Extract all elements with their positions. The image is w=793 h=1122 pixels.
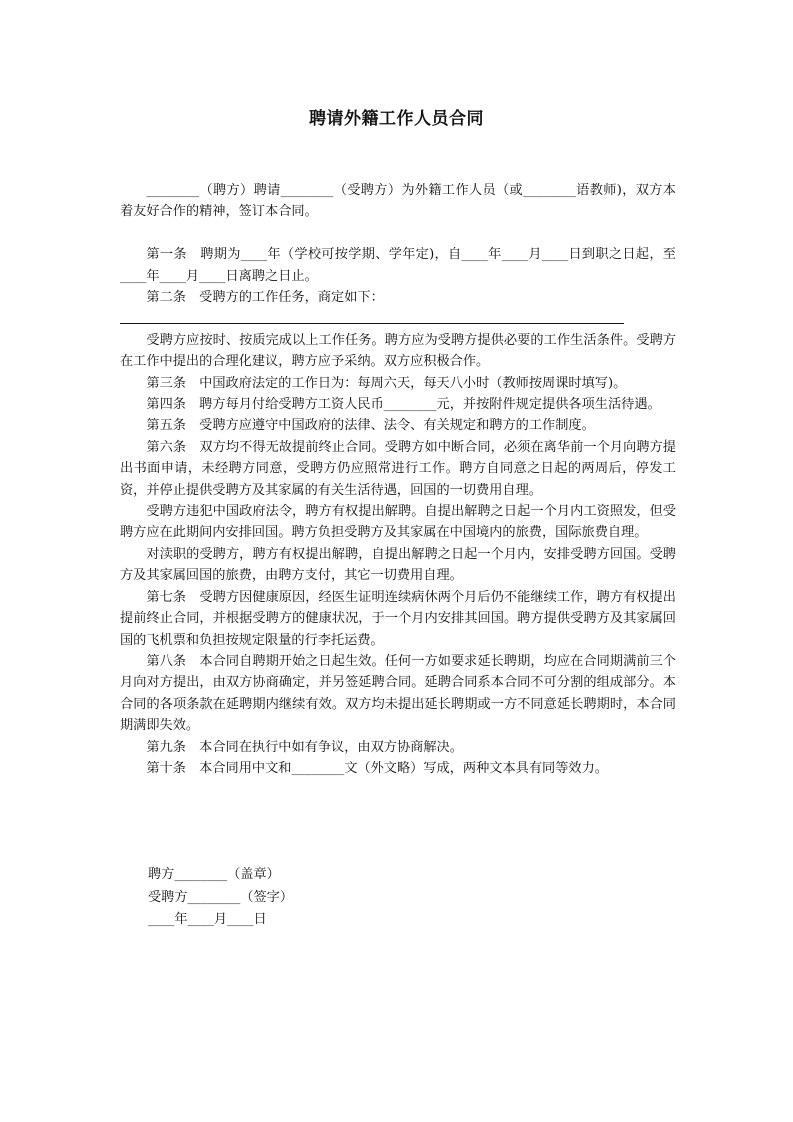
article-4: 第四条 聘方每月付给受聘方工资人民币________元，并按附件规定提供各项生活待遇。 (146, 397, 661, 413)
signature-date-line: ____年____月____日 (148, 912, 267, 927)
article-6: 第六条 双方均不得无故提前终止合同。受聘方如中断合同，必须在离华前一个月向聘方提出书面申请，未经聘方同意，受聘方仍应照常进行工作。聘方自同意之日起的两周后，停发工资，并停止提供受聘方及其家属的有关生活待遇，回国的一切费用自理。 (120, 439, 676, 498)
article-10: 第十条 本合同用中文和________文（外文略）写成，两种文本具有同等效力。 (146, 760, 608, 776)
article-1: 第一条 聘期为____年（学校可按学期、学年定)，自____年____月____日到职之日起，至____年____月____日离聘之日止。 (120, 247, 676, 284)
employer-signature-line: 聘方________（盖章） (148, 867, 280, 882)
signature-block (148, 864, 293, 932)
paragraph-gap (120, 223, 676, 244)
article-6-violation-clause: 受聘方违犯中国政府法令，聘方有权提出解聘。自提出解聘之日起一个月内工资照发，但受聘方应在此期间内安排回国。聘方负担受聘方及其家属在中国境内的旅费，国际旅费自理。 (120, 504, 676, 541)
work-tasks-blank-line (120, 308, 676, 329)
article-9: 第九条 本合同在执行中如有争议，由双方协商解决。 (146, 739, 463, 755)
article-6-dereliction-clause: 对渎职的受聘方，聘方有权提出解聘，自提出解聘之日起一个月内，安排受聘方回国。受聘方及其家属回国的旅费，由聘方支付，其它一切费用自理。 (120, 546, 676, 584)
article-2-continuation: 受聘方应按时、按质完成以上工作任务。聘方应为受聘方提供必要的工作生活条件。受聘方在工作中提出的合理化建议，聘方应予采纳。双方应积极合作。 (120, 332, 676, 370)
article-5: 第五条 受聘方应遵守中国政府的法律、法令、有关规定和聘方的工作制度。 (146, 418, 595, 434)
document-title: 聘请外籍工作人员合同 (309, 109, 484, 129)
article-2: 第二条 受聘方的工作任务，商定如下： (146, 290, 384, 306)
contract-body (120, 180, 676, 779)
employee-signature-line: 受聘方________（签字） (148, 889, 294, 905)
article-7: 第七条 受聘方因健康原因，经医生证明连续病休两个月后仍不能继续工作，聘方有权提出提前终止合同，并根据受聘方的健康状况，于一个月内安排其回国。聘方提供受聘方及其家属回国的飞机票和负担按规定限量的行李托运费。 (120, 589, 676, 648)
article-3: 第三条 中国政府法定的工作日为：每周六天，每天八小时（教师按周课时填写)。 (146, 375, 627, 391)
intro-paragraph: ________（聘方）聘请________（受聘方）为外籍工作人员（或________语教师)，双方本着友好合作的精神，签订本合同。 (120, 183, 676, 220)
article-8: 第八条 本合同自聘期开始之日起生效。任何一方如要求延长聘期，均应在合同期满前三个月向对方提出，由双方协商确定，并另签延聘合同。延聘合同系本合同不可分割的组成部分。本合同的各项条款在延聘期内继续有效。双方均未提出延长聘期或一方不同意延长聘期时，本合同期满即失效。 (120, 653, 676, 734)
